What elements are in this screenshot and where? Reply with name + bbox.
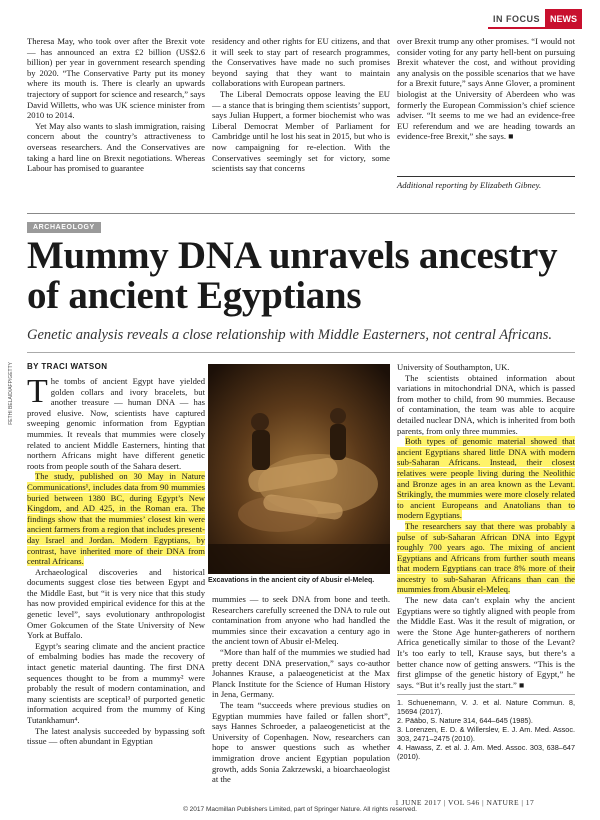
- drop-cap: T: [27, 373, 48, 410]
- top-article-col1: [27, 36, 205, 174]
- paragraph: The new data can’t explain why the ancient Egyptians were so tightly aligned with people from the Middle East. Was it the result of migration, or were the Stone Age hunter-gatherers of northern Africa genetically similar to those of the Levant? It’s too early to tell, Krause says, but there’s a better chance now of getting answers. “This is the first glimpse of the genetic history of Egypt,” he says. “But it’s really just the start.” ■: [397, 595, 575, 690]
- standfirst: Genetic analysis reveals a close relationship with Middle Easterners, not central Africans.: [27, 327, 553, 343]
- divider: [397, 694, 575, 695]
- photo-credit: FETHI BELAID/AFP/GETTY: [8, 362, 14, 425]
- highlighted-paragraph: The study, published on 30 May in Nature Communications¹, includes data from 90 mummies buried between 1380 BC, during Egypt’s New Kingdom, and AD 425, in the Roman era. The findings show that the mummies’ closest kin were ancient farmers from a region that includes present-day Israel and Jordan. Modern Egyptians, by contrast, have inherited more of their DNA from central Africans.: [27, 471, 205, 567]
- reference-item: 2. Pääbo, S. Nature 314, 644–645 (1985).: [397, 716, 533, 726]
- folio: 1 JUNE 2017 | VOL 546 | NATURE | 17: [395, 798, 535, 807]
- highlighted-paragraph: Both types of genomic material showed that ancient Egyptians shared little DNA with modern sub-Saharan Africans. Instead, their closest relatives were people living during the Neolithic and Bronze ages in an area known as the Levant. Strikingly, the mummies were more closely related to ancient Europeans and Anatolians than to modern Egyptians.: [397, 436, 575, 521]
- paragraph: mummies — to seek DNA from bone and teeth. Researchers carefully screened the DNA to rule out contamination from anyone who had handled the mummies since their excavation a century ago in the ancient town of Abusir el-Meleq.: [212, 594, 390, 647]
- photo-caption: Excavations in the ancient city of Abusir el-Meleq.: [208, 577, 375, 584]
- article-kicker: ARCHAEOLOGY: [27, 222, 101, 233]
- article-col3: [397, 362, 575, 761]
- byline: BY TRACI WATSON: [27, 362, 108, 371]
- top-article-col3: [397, 36, 575, 142]
- article-col1: [27, 373, 205, 747]
- references-list: [397, 698, 575, 761]
- paragraph: he tombs of ancient Egypt have yielded golden collars and ivory bracelets, but another treasure — human DNA — has proved elusive. Now, scientists have captured sweeping genomic information from Egyptian mummies. It reveals that mummies were closely related to ancient Middle Easterners, hinting that northern Africans might have different genetic roots from people south of the Sahara desert.: [27, 376, 205, 471]
- paragraph: Archaeological discoveries and historical documents suggest close ties between Egypt and the Middle East, but “it is very nice that this study has now provided empirical evidence for this at the genetic level”, says evolutionary anthropologist Omer Gokcumen of the State University of New York at Buffalo.: [27, 566, 205, 641]
- additional-reporting: Additional reporting by Elizabeth Gibney.: [397, 180, 542, 190]
- paragraph: University of Southampton, UK.: [397, 362, 510, 372]
- paragraph: Yet May also wants to slash immigration, raising concern about the country’s attractiveness to overseas researchers. And the Conservatives are taking a hard line on Brexit negotiations. Whereas Labour has promised to guarantee: [27, 120, 205, 174]
- section-tag: [488, 9, 582, 29]
- paragraph: over Brexit trump any other promises. “I would not consider voting for any party hell-bent on pursuing Brexit whatever the cost, and without providing any analysis on the possible scenarios that we have for a Brexit future,” says Anne Glover, a prominent biologist at the University of Aberdeen who was formerly the European Commission’s chief science adviser. “It seems to me we had an evidence-free EU referendum and we are heading towards an evidence-free Brexit,” she says. ■: [397, 36, 575, 142]
- reference-item: 1. Schuenemann, V. J. et al. Nature Commun. 8, 15694 (2017).: [397, 698, 575, 717]
- paragraph: The Liberal Democrats oppose leaving the EU — a stance that is bringing them scientists’ support, says Julian Huppert, a former biochemist who was Liberal Democrat Member of Parliament for Cambridge until he lost his seat in 2015, but who is now campaigning for re-election. With the Conservatives seemingly set for victory, some scientists say that concerns: [212, 88, 390, 174]
- paragraph: The scientists obtained information about variations in mitochondrial DNA, which is passed from mother to child, from 90 mummies. Because of contamination, the team was able to acquire detailed nuclear DNA, which is inherited from both parents, from only three mummies.: [397, 372, 575, 436]
- paragraph: The latest analysis succeeded by bypassing soft tissue — often abundant in Egyptian: [27, 725, 205, 747]
- paragraph: residency and other rights for EU citizens, and that it will seek to stay part of research programmes, the Conservatives have made no such promises beyond saying that they want to maintain collaborations with European partners.: [212, 36, 390, 89]
- paragraph: The team “succeeds where previous studies on Egyptian mummies have failed or fallen short”, says Hannes Schroeder, a palaeogeneticist at the University of Copenhagen. Now, researchers can hope to answer questions such as whether immigration drove ancient Egyptian population growth, adds Sonia Zakrzewski, a bioarchaeologist at the: [212, 699, 390, 785]
- paragraph: Egypt’s searing climate and the ancient practice of embalming bodies has made the recovery of intact genetic material daunting. The first DNA sequences thought to be from a mummy² were probably the result of modern contamination, and many scientists are sceptical³ of purported genetic information acquired from the mummy of King Tutankhamun⁴.: [27, 640, 205, 725]
- section-divider: [27, 213, 575, 214]
- headline: Mummy DNA unravels ancestry of ancient Egyptians: [27, 234, 558, 317]
- divider: [27, 352, 575, 353]
- reference-item: 4. Hawass, Z. et al. J. Am. Med. Assoc. 303, 638–647 (2010).: [397, 743, 575, 762]
- divider: [397, 176, 575, 177]
- in-focus-label: IN FOCUS: [488, 9, 545, 29]
- top-article-col2: [212, 36, 390, 174]
- copyright: © 2017 Macmillan Publishers Limited, part of Springer Nature. All rights reserved.: [183, 806, 417, 813]
- news-label: NEWS: [545, 9, 582, 29]
- paragraph: Theresa May, who took over after the Brexit vote — has announced an extra £2 billion (US$2.6 billion) per year in government research spending by 2020. “The Conservative Party put its money where its mouth is. There is clearly an upwards trajectory of support for science and research,” says David Willetts, who was UK science minister from 2010 to 2014.: [27, 36, 206, 121]
- article-col2: [212, 594, 390, 785]
- highlighted-paragraph: The researchers say that there was probably a pulse of sub-Saharan African DNA into Egypt roughly 700 years ago. The mixing of ancient Egyptians and Africans from further south means that modern Egyptians can trace 8% more of their ancestry to sub-Saharan Africans than can the mummies from Abusir el-Meleq.: [397, 520, 575, 595]
- paragraph: “More than half of the mummies we studied had pretty decent DNA preservation,” says co-author Johannes Krause, a palaeogeneticist at the Max Planck Institute for the Science of Human History in Jena, Germany.: [212, 646, 390, 700]
- reference-item: 3. Lorenzen, E. D. & Willerslev, E. J. Am. Med. Assoc. 303, 2471–2475 (2010).: [397, 725, 575, 744]
- excavation-photo: [208, 364, 390, 574]
